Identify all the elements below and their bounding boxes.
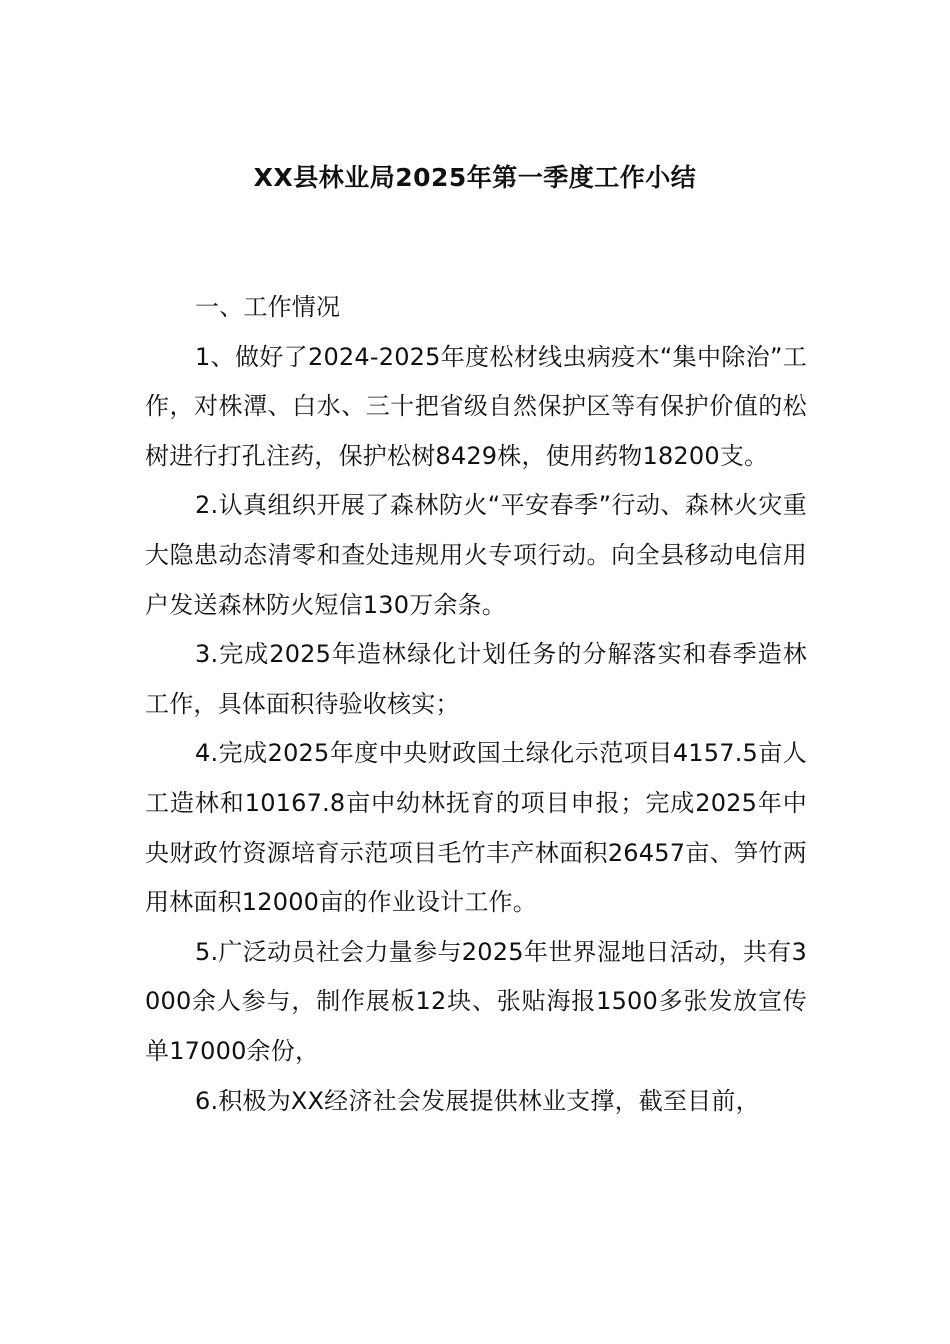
paragraph-item-3: 3.完成2025年造林绿化计划任务的分解落实和春季造林工作，具体面积待验收核实；	[145, 640, 807, 718]
paragraph-item-4: 4.完成2025年度中央财政国土绿化示范项目4157.5亩人工造林和10167.8亩中幼林抚育的项目申报；完成2025年中央财政竹资源培育示范项目毛竹丰产林面积26457亩、笋竹两用林面积12000亩的作业设计工作。	[145, 739, 807, 917]
section-heading: 一、工作情况	[195, 293, 341, 321]
paragraph-item-5: 5.广泛动员社会力量参与2025年世界湿地日活动，共有3000余人参与，制作展板12块、张贴海报1500多张发放宣传单17000余份，	[145, 937, 807, 1065]
document-title: XX县林业局2025年第一季度工作小结	[253, 163, 697, 192]
paragraph-item-2: 2.认真组织开展了森林防火“平安春季”行动、森林火灾重大隐患动态清零和查处违规用火专项行动。向全县移动电信用户发送森林防火短信130万余条。	[145, 491, 807, 619]
paragraph-item-6: 6.积极为XX经济社会发展提供林业支撑，截至目前，	[195, 1086, 760, 1115]
document-body	[145, 283, 807, 1126]
paragraph-item-1: 1、做好了2024-2025年度松材线虫病疫木“集中除治”工作，对株潭、白水、三十把省级自然保护区等有保护价值的松树进行打孔注药，保护松树8429株，使用药物18200支。	[145, 342, 807, 470]
